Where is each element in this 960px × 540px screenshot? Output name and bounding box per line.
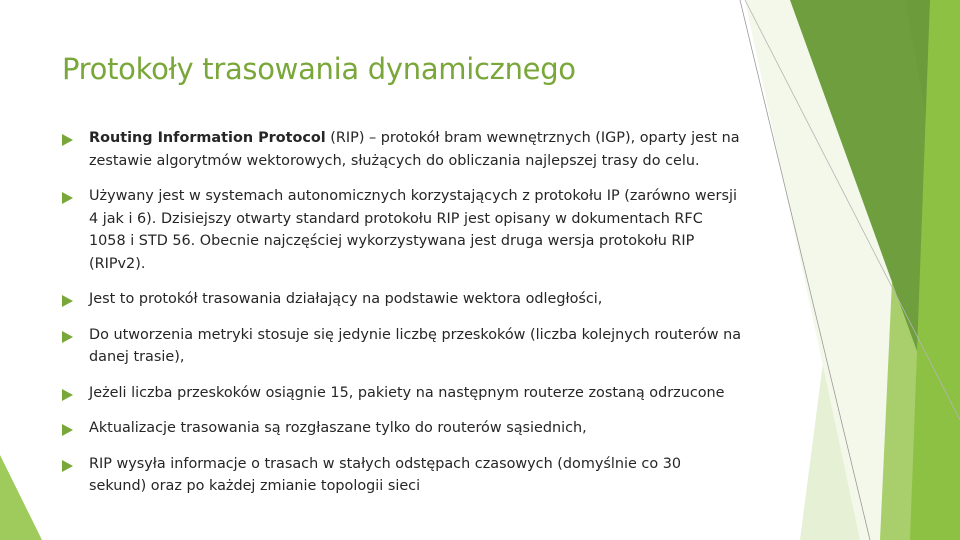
bullet-text: RIP wysyła informacje o trasach w stałych odstępach czasowych (domyślnie co 30 sekund) oraz po każdej zmianie topologii sieci — [89, 455, 682, 494]
bullet-text: Jeżeli liczba przeskoków osiągnie 15, pakiety na następnym routerze zostaną odrzucone — [89, 384, 725, 401]
bullet-item-rip-definition — [62, 127, 742, 172]
slide-title: Protokoły trasowania dynamicznego — [62, 52, 576, 86]
green-triangle-icon — [62, 295, 73, 307]
bullet-bold-term: Routing Information Protocol — [89, 130, 326, 146]
bullet-item-usage — [62, 185, 742, 275]
green-triangle-icon — [62, 424, 73, 436]
green-triangle-icon — [62, 331, 73, 343]
bullet-text: Aktualizacje trasowania są rozgłaszane tylko do routerów sąsiednich, — [89, 420, 587, 436]
bullet-text: Jest to protokół trasowania działający na podstawie wektora odległości, — [89, 291, 603, 307]
green-triangle-icon — [62, 192, 73, 204]
corner-accent-bottom-left — [0, 455, 42, 540]
bullet-item-metric — [62, 324, 742, 369]
bullet-text: Do utworzenia metryki stosuje się jedynie liczbę przeskoków (liczba kolejnych routerów na danej trasie), — [89, 326, 742, 365]
bullet-list — [62, 127, 742, 511]
bullet-item-hop-limit — [62, 382, 742, 405]
bullet-item-update-interval — [62, 453, 742, 498]
green-triangle-icon — [62, 389, 73, 401]
bullet-item-distance-vector — [62, 288, 742, 311]
green-triangle-icon — [62, 460, 73, 472]
bullet-item-neighbors — [62, 417, 742, 440]
bullet-text: Używany jest w systemach autonomicznych korzystających z protokołu IP (zarówno wersji 4 jak i 6). Dzisiejszy otwarty standard protokołu RIP jest opisany w dokumentach RFC 1058 i STD 56. Obecnie najczęściej wykorzystywana jest druga wersja protokołu RIP (RIPv2). — [89, 188, 737, 272]
green-triangle-icon — [62, 134, 73, 146]
bullet-text: (RIP) – protokół bram wewnętrznych (IGP), oparty jest na zestawie algorytmów wektorowych, służących do obliczania najlepszej trasy do celu. — [89, 130, 740, 169]
